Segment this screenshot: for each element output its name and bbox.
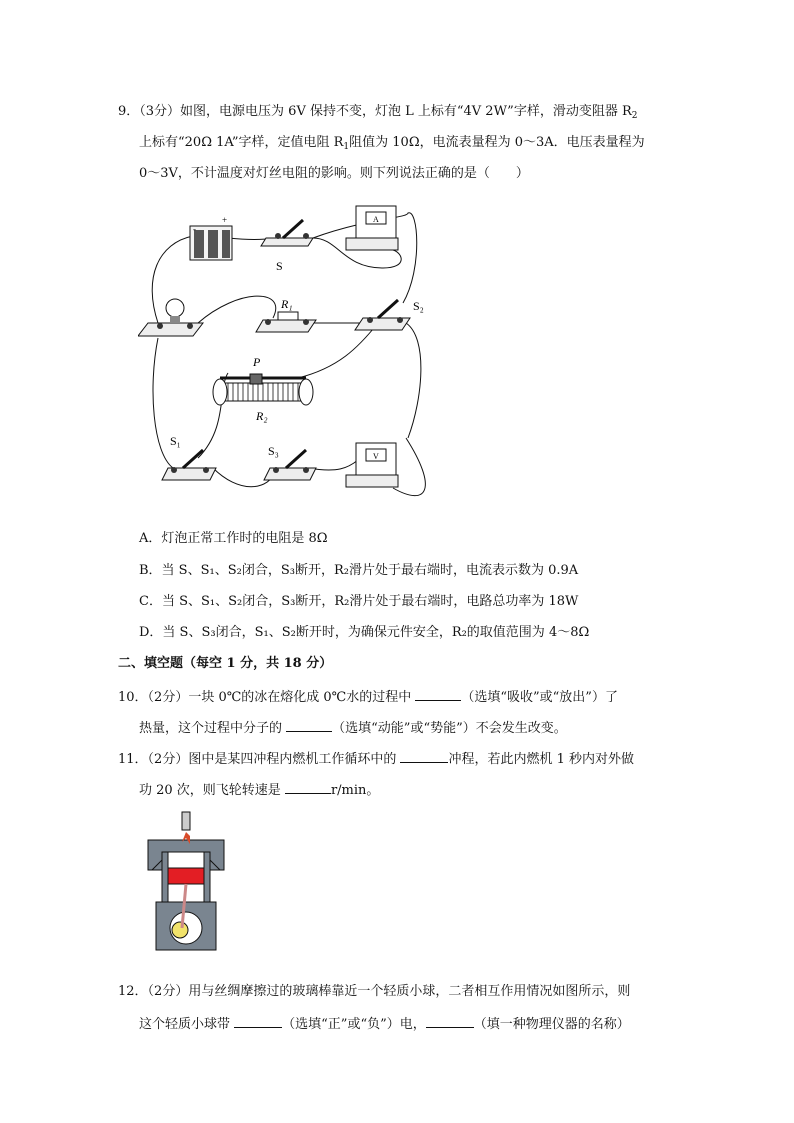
circuit-diagram xyxy=(138,198,438,513)
spark-plug-icon xyxy=(182,812,190,830)
switch-s-icon xyxy=(261,220,313,246)
flywheel-icon xyxy=(172,922,188,938)
q9-line-2: 上标有“20Ω 1A”字样，定值电阻 $R_1$阻值为 10Ω，电流表量程为 0～3A．电压表量程为 xyxy=(139,135,645,152)
piston-icon xyxy=(168,868,204,884)
switch-s2-icon xyxy=(355,300,410,330)
answer-blank[interactable] xyxy=(285,781,331,794)
answer-blank[interactable] xyxy=(415,688,461,701)
q11-line-1: 11．（2分）图中是某四冲程内燃机工作循环中的 冲程，若此内燃机 1 秒内对外做 xyxy=(118,752,635,767)
engine-diagram xyxy=(138,810,238,960)
q10-line-1: 10．（2分）一块 0℃的冰在熔化成 0℃水的过程中 （选填“吸收”或“放出”）了 xyxy=(118,690,618,705)
q9-option-b: B．当 S、S₁、S₂闭合，S₃断开，R₂滑片处于最右端时，电流表示数为 0.9A xyxy=(139,563,579,578)
answer-blank[interactable] xyxy=(400,750,448,763)
q9-option-d: D．当 S、S₃闭合，S₁、S₂断开时，为确保元件安全，R₂的取值范围为 4～8Ω xyxy=(139,625,590,640)
wire xyxy=(298,323,378,378)
wire xyxy=(198,296,276,323)
q10-line-2: 热量，这个过程中分子的 （选填“动能”或“势能”）不会发生改变。 xyxy=(139,721,567,736)
answer-blank[interactable] xyxy=(234,1015,282,1028)
section-title: 二、填空题（每空 1 分，共 18 分） xyxy=(118,656,333,671)
voltmeter-icon xyxy=(346,443,398,487)
voltmeter-letter: V xyxy=(373,452,379,461)
switch-s3-label: S₃ xyxy=(268,444,279,458)
ammeter-icon xyxy=(346,206,398,250)
resistor-r1-icon xyxy=(256,312,316,332)
answer-blank[interactable] xyxy=(426,1015,474,1028)
lamp-icon xyxy=(138,299,203,336)
switch-s2-label: S₂ xyxy=(413,299,424,313)
battery-minus-label: - xyxy=(193,224,196,234)
switch-s-label: S xyxy=(276,259,283,273)
answer-blank[interactable] xyxy=(286,719,332,732)
q9-line-3: 0～3V，不计温度对灯丝电阻的影响。则下列说法正确的是（ ） xyxy=(139,166,529,181)
q12-line-1: 12．（2分）用与丝绸摩擦过的玻璃棒靠近一个轻质小球，二者相互作用情况如图所示，则 xyxy=(118,984,631,999)
battery-icon xyxy=(190,215,232,260)
wire xyxy=(153,338,173,468)
q9-option-a: A．灯泡正常工作时的电阻是 8Ω xyxy=(139,531,328,546)
resistor-r1-label: R₁ xyxy=(281,297,293,311)
ammeter-letter: A xyxy=(373,215,379,224)
q9-line-1: 9．（3分）如图，电源电压为 6V 保持不变，灯泡 L 上标有“4V 2W”字样，滑动变阻器 $R_2$ xyxy=(118,104,638,121)
q11-line-2: 功 20 次，则飞轮转速是 r/min。 xyxy=(139,783,380,798)
q12-line-2: 这个轻质小球带 （选填“正”或“负”）电， （填一种物理仪器的名称） xyxy=(139,1017,630,1032)
cylinder-head xyxy=(148,840,224,870)
rheostat-p-label: P xyxy=(253,355,261,369)
switch-s1-label: S₁ xyxy=(170,434,181,448)
battery-plus-label: + xyxy=(222,215,228,225)
rheostat-r2-icon xyxy=(213,374,313,405)
wire xyxy=(406,323,421,438)
rheostat-r2-label: R₂ xyxy=(256,409,268,423)
q9-option-c: C．当 S、S₁、S₂闭合，S₃断开，R₂滑片处于最右端时，电路总功率为 18W xyxy=(139,594,579,609)
